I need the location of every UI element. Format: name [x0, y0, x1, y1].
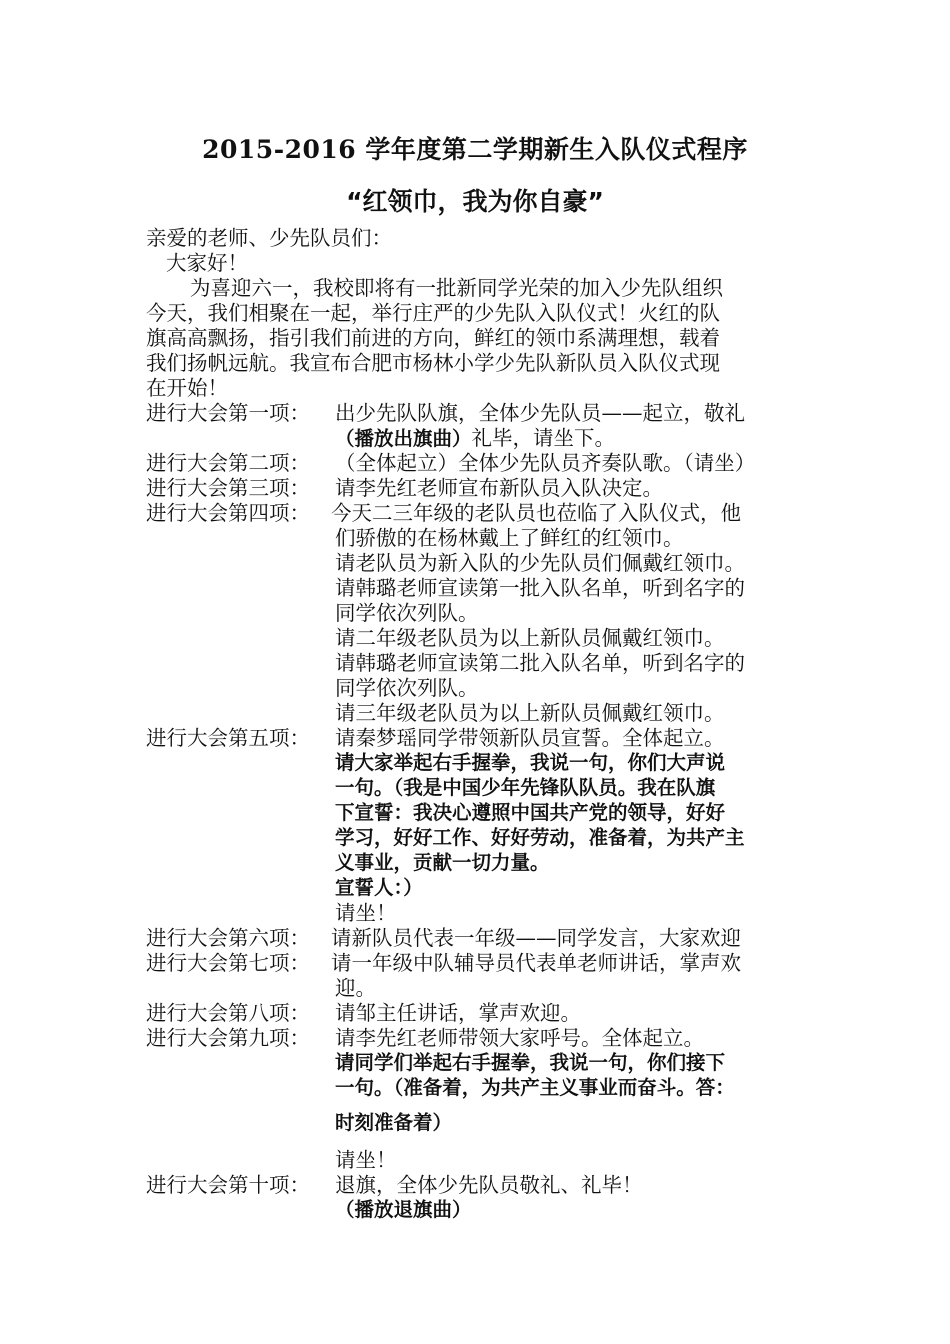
oath-text: 下宣誓：我决心遵照中国共产党的领导，好好 — [335, 801, 726, 824]
agenda-text: 迎。 — [335, 976, 376, 1000]
agenda-label-4: 进行大会第四项： — [146, 501, 310, 525]
agenda-text: 请坐！ — [335, 901, 397, 925]
intro-line: 旗高高飘扬，指引我们前进的方向，鲜红的领巾系满理想，载着 — [146, 326, 720, 350]
agenda-label-2: 进行大会第二项： — [146, 451, 310, 475]
oath-text: 一句。（我是中国少年先锋队队员。我在队旗 — [335, 776, 716, 799]
agenda-text: 请韩璐老师宣读第二批入队名单，听到名字的 — [335, 651, 745, 675]
agenda-text: 请一年级中队辅导员代表单老师讲话，掌声欢 — [331, 951, 741, 975]
agenda-text: 请三年级老队员为以上新队员佩戴红领巾。 — [335, 701, 725, 725]
agenda-text: 礼毕，请坐下。 — [471, 426, 616, 450]
intro-line: 在开始！ — [146, 376, 228, 400]
oath-text: 学习，好好工作、好好劳动，准备着，为共产主 — [335, 826, 745, 849]
agenda-label-7: 进行大会第七项： — [146, 951, 310, 975]
intro-line: 今天，我们相聚在一起，举行庄严的少先队入队仪式！火红的队 — [146, 301, 720, 325]
agenda-label-9: 进行大会第九项： — [146, 1026, 310, 1050]
greeting: 亲爱的老师、少先队员们： — [146, 226, 392, 250]
agenda-text: 今天二三年级的老队员也莅临了入队仪式，他 — [331, 501, 741, 525]
oath-text: 义事业，贡献一切力量。 — [335, 851, 550, 874]
agenda-text: 请老队员为新入队的少先队员们佩戴红领巾。 — [335, 551, 745, 575]
agenda-text: 同学依次列队。 — [335, 676, 479, 700]
agenda-text-line — [335, 426, 615, 451]
agenda-text: 请二年级老队员为以上新队员佩戴红领巾。 — [335, 626, 725, 650]
agenda-text: （全体起立）全体少先队员齐奏队歌。（请坐） — [335, 451, 756, 475]
agenda-label-10: 进行大会第十项： — [146, 1173, 310, 1197]
oath-text: 请大家举起右手握拳，我说一句，你们大声说 — [335, 751, 726, 774]
agenda-text: 出少先队队旗，全体少先队员——起立，敬礼 — [335, 401, 745, 425]
slogan-text: 时刻准备着） — [335, 1111, 453, 1134]
slogan-text: 一句。（准备着，为共产主义事业而奋斗。答： — [335, 1076, 735, 1099]
agenda-text: 请李先红老师宣布新队员入队决定。 — [335, 476, 663, 500]
agenda-label-8: 进行大会第八项： — [146, 1001, 310, 1025]
document-subtitle: “红领巾，我为你自豪” — [346, 187, 604, 216]
agenda-label-6: 进行大会第六项： — [146, 926, 310, 950]
agenda-text: 退旗，全体少先队员敬礼、礼毕！ — [335, 1173, 643, 1197]
intro-line: 为喜迎六一，我校即将有一批新同学光荣的加入少先队组织 — [190, 276, 723, 300]
bold-note: （播放出旗曲） — [335, 427, 472, 450]
agenda-text: 请秦梦瑶同学带领新队员宣誓。全体起立。 — [335, 726, 725, 750]
agenda-label-3: 进行大会第三项： — [146, 476, 310, 500]
hello: 大家好！ — [166, 251, 248, 275]
bold-note: （播放退旗曲） — [335, 1198, 472, 1221]
agenda-text: 请韩璐老师宣读第一批入队名单，听到名字的 — [335, 576, 745, 600]
agenda-text: 们骄傲的在杨林戴上了鲜红的红领巾。 — [335, 526, 684, 550]
agenda-text: 请邹主任讲话，掌声欢迎。 — [335, 1001, 581, 1025]
slogan-text: 请同学们举起右手握拳，我说一句，你们接下 — [335, 1051, 726, 1074]
agenda-text: 请新队员代表一年级——同学发言，大家欢迎 — [331, 926, 741, 950]
document-title: 2015-2016 学年度第二学期新生入队仪式程序 — [202, 135, 748, 164]
intro-line: 我们扬帆远航。我宣布合肥市杨林小学少先队新队员入队仪式现 — [146, 351, 720, 375]
oath-text: 宣誓人：） — [335, 876, 423, 899]
agenda-text: 同学依次列队。 — [335, 601, 479, 625]
agenda-text: 请坐！ — [335, 1148, 397, 1172]
agenda-text: 请李先红老师带领大家呼号。全体起立。 — [335, 1026, 704, 1050]
agenda-label-1: 进行大会第一项： — [146, 401, 310, 425]
agenda-label-5: 进行大会第五项： — [146, 726, 310, 750]
